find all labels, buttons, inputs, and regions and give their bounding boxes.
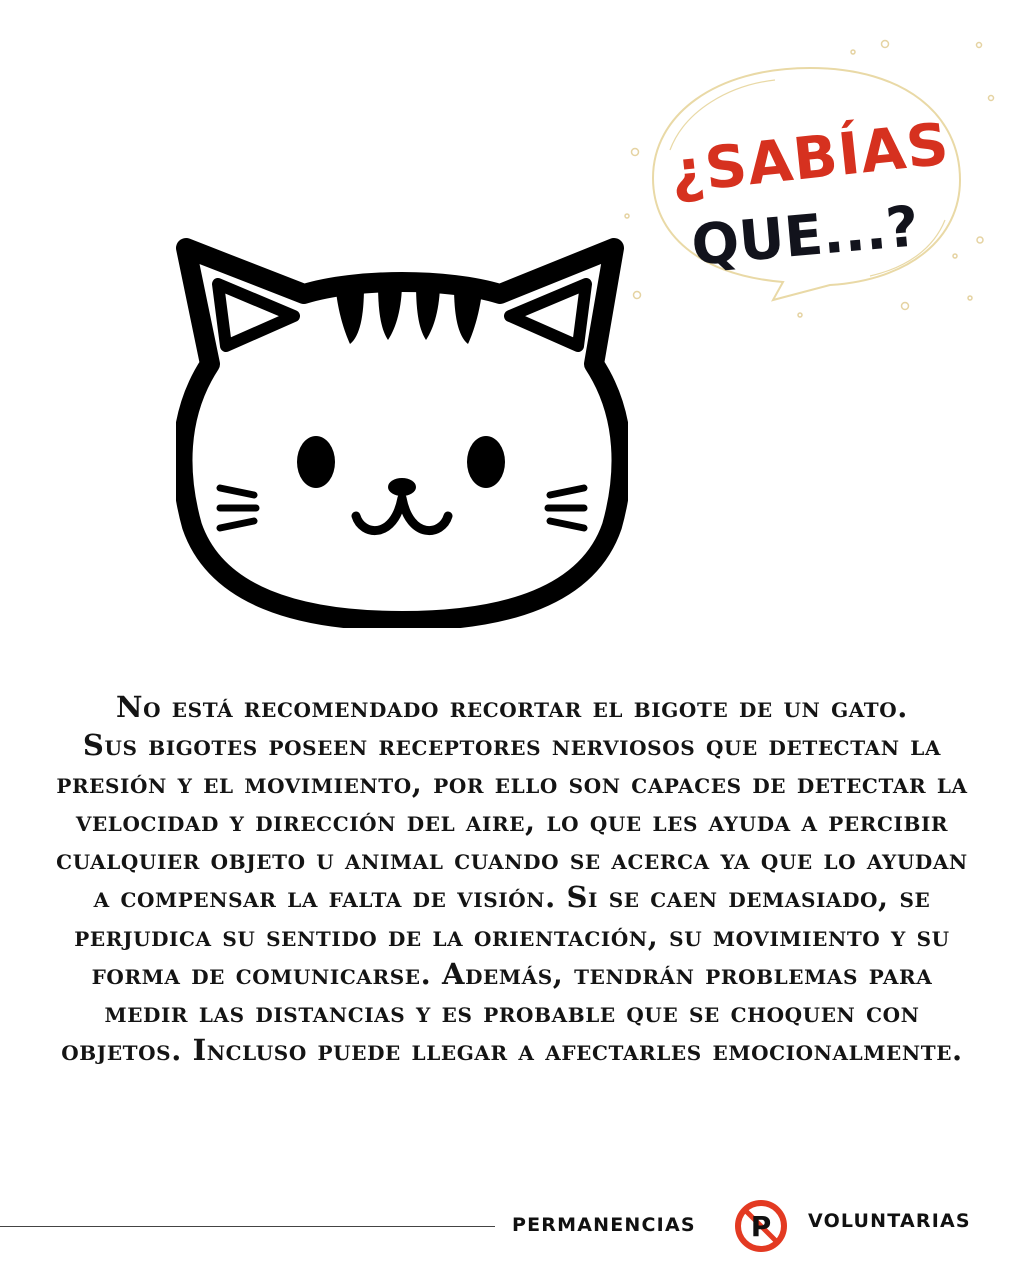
fact-explanation: Sus bigotes poseen receptores nerviosos que detectan la presión y el movimiento, por ello son capaces de detectar la velocidad y dirección del aire, lo que les ayuda a percibir cualquier objeto u animal cuando se acerca ya que lo ayudan a compensar la falta de visión. Si se caen demasiado, se perjudica su sentido de la orientación, su movimiento y su forma de comunicarse. Además, tendrán problemas para medir las distancias y es probable que se choquen con objetos. Incluso puede llegar a afectarles emocionalmente. bbox=[56, 728, 968, 1067]
cat-left-eye bbox=[297, 436, 335, 488]
footer-divider bbox=[0, 1226, 495, 1227]
fact-text-block bbox=[56, 688, 968, 1069]
cat-right-eye bbox=[467, 436, 505, 488]
brand-logo-letter: P bbox=[750, 1210, 772, 1243]
cat-face-icon bbox=[176, 236, 628, 628]
footer-brand-right: VOLUNTARIAS bbox=[808, 1210, 971, 1232]
fact-headline: No está recomendado recortar el bigote de un gato. bbox=[115, 690, 908, 724]
sabias-que-bubble bbox=[615, 30, 1005, 330]
brand-logo-icon bbox=[733, 1198, 789, 1254]
cat-nose bbox=[388, 478, 416, 496]
bubble-title-line1: ¿SABÍAS bbox=[667, 109, 953, 207]
bubble-title-line2: QUE...? bbox=[688, 194, 922, 279]
footer-brand-left: PERMANENCIAS bbox=[512, 1214, 696, 1236]
